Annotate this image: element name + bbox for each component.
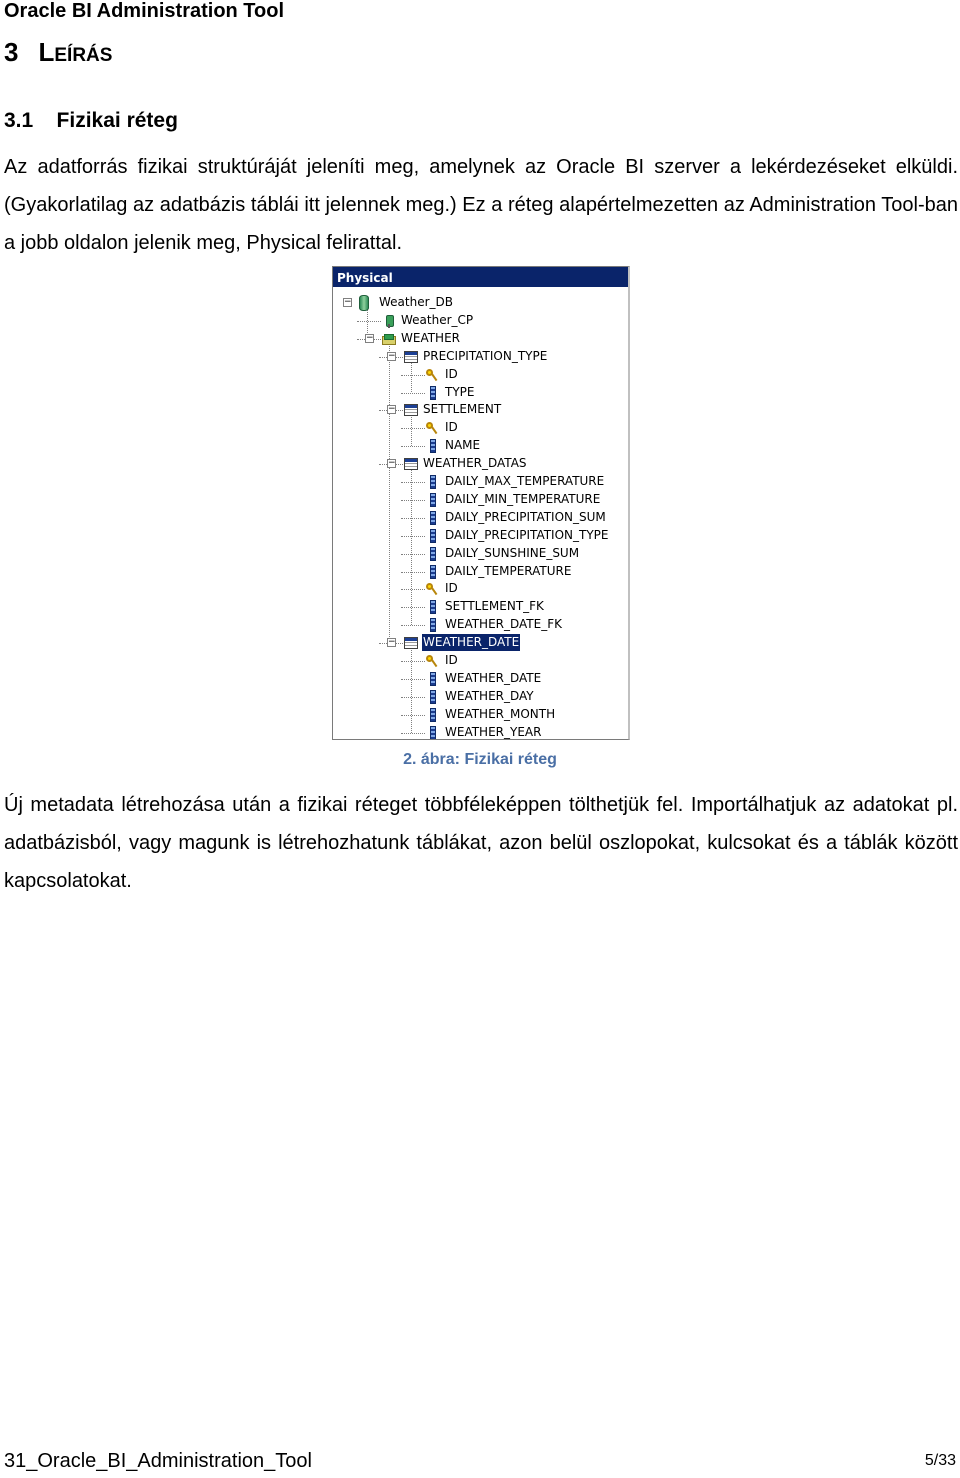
tree-node[interactable] — [333, 598, 628, 615]
tree-node[interactable] — [333, 563, 628, 580]
tree-node[interactable] — [333, 312, 628, 329]
section-title-initial: L — [38, 37, 55, 67]
tree-node[interactable] — [333, 652, 628, 669]
physical-panel-title: Physical — [333, 267, 628, 289]
tree-node[interactable] — [333, 366, 628, 383]
column-icon — [425, 546, 441, 562]
collapse-toggle-icon[interactable]: − — [388, 637, 396, 648]
tree-node-label: WEATHER_DATE — [445, 670, 542, 685]
column-icon — [425, 564, 441, 580]
footer-document-name: 31_Oracle_BI_Administration_Tool — [4, 1450, 312, 1472]
description-paragraph: Új metadata létrehozása után a fizikai réteget többféleképpen tölthetjük fel. Importálhatjuk az adatokat pl. adatbázisból, vagy magunk is létrehozhatunk táblákat, azon belül oszlopokat, kulcsokat és a táblák között kapcsolatokat. — [4, 794, 958, 892]
tree-node[interactable] — [333, 473, 628, 490]
tree-node-label: Weather_CP — [401, 312, 474, 327]
primary-key-icon — [425, 653, 441, 669]
column-icon — [425, 528, 441, 544]
column-icon — [425, 510, 441, 526]
column-icon — [425, 617, 441, 633]
tree-node-label: WEATHER_DAY — [445, 688, 534, 703]
column-icon — [425, 599, 441, 615]
app-title-header: Oracle BI Administration Tool — [4, 0, 285, 22]
tree-node[interactable] — [333, 616, 628, 633]
database-icon — [359, 295, 369, 311]
primary-key-icon — [425, 367, 441, 383]
tree-node-label: ID — [445, 653, 458, 667]
tree-node[interactable] — [333, 419, 628, 436]
tree-node-label: WEATHER_MONTH — [445, 706, 556, 721]
tree-node-label: DAILY_PRECIPITATION_SUM — [445, 509, 606, 524]
footer-page-number: 5/33 — [924, 1452, 956, 1469]
tree-node[interactable] — [333, 580, 628, 597]
tree-node-label: ID — [445, 420, 458, 435]
tree-node-label: DAILY_MIN_TEMPERATURE — [445, 491, 601, 506]
tree-node[interactable] — [333, 491, 628, 508]
column-icon — [425, 492, 441, 508]
section-heading — [4, 38, 112, 70]
table-icon — [403, 349, 419, 365]
column-icon — [425, 671, 441, 687]
physical-layer-tree[interactable] — [332, 266, 630, 740]
tree-node-label: SETTLEMENT_FK — [445, 599, 544, 614]
tree-node[interactable] — [333, 348, 628, 365]
tree-node-label: ID — [445, 581, 458, 596]
tree-node-label: WEATHER_DATE — [423, 635, 520, 650]
collapse-toggle-icon[interactable]: − — [388, 404, 396, 415]
table-icon — [403, 635, 419, 651]
tree-node[interactable] — [333, 670, 628, 687]
tree-node[interactable] — [333, 437, 628, 454]
primary-key-icon — [425, 420, 441, 436]
connection-pool-icon — [381, 313, 397, 329]
tree-node-label: Weather_DB — [379, 295, 453, 309]
column-icon — [425, 725, 441, 740]
tree-node[interactable] — [333, 455, 628, 472]
tree-node[interactable] — [333, 724, 628, 740]
tree-node-label: TYPE — [445, 384, 475, 399]
column-icon — [425, 438, 441, 454]
tree-node-label: DAILY_SUNSHINE_SUM — [445, 545, 580, 560]
tree-node[interactable] — [333, 706, 628, 723]
collapse-toggle-icon[interactable]: − — [344, 297, 352, 307]
figure-caption: 2. ábra: Fizikai réteg — [403, 751, 557, 768]
tree-node-label: ID — [445, 366, 458, 381]
tree-node-label: DAILY_PRECIPITATION_TYPE — [445, 527, 609, 542]
table-icon — [403, 456, 419, 472]
column-icon — [425, 474, 441, 490]
tree-node-label: DAILY_TEMPERATURE — [445, 563, 572, 578]
collapse-toggle-icon[interactable]: − — [388, 350, 396, 361]
tree-node-label: PRECIPITATION_TYPE — [423, 348, 548, 363]
section-title-rest: EÍRÁS — [54, 45, 113, 66]
tree-node[interactable] — [333, 509, 628, 526]
column-icon — [425, 689, 441, 705]
collapse-toggle-icon[interactable]: − — [388, 458, 396, 469]
intro-paragraph: Az adatforrás fizikai struktúráját jeleníti meg, amelynek az Oracle BI szerver a lekérdezéseket elküldi. (Gyakorlatilag az adatbázis táblái itt jelennek meg.) Ez a réteg alapértelmezetten az Administration Tool-ban a jobb oldalon jelenik meg, Physical felirattal. — [4, 156, 958, 254]
tree-node-label: WEATHER_YEAR — [445, 724, 542, 739]
tree-node[interactable] — [333, 384, 628, 401]
collapse-toggle-icon[interactable]: − — [366, 332, 374, 343]
subsection-number: 3.1 — [4, 109, 34, 132]
tree-node-label: SETTLEMENT — [423, 402, 502, 417]
tree-node-label: NAME — [445, 438, 481, 453]
primary-key-icon — [425, 581, 441, 597]
tree-node[interactable] — [333, 688, 628, 705]
tree-node[interactable] — [333, 401, 628, 418]
column-icon — [425, 385, 441, 401]
table-icon — [403, 402, 419, 418]
section-number: 3 — [4, 37, 19, 67]
tree-node-label: WEATHER_DATE_FK — [445, 617, 562, 632]
tree-node-label: WEATHER — [401, 330, 460, 345]
tree-node[interactable] — [333, 527, 628, 544]
subsection-title: Fizikai réteg — [56, 109, 178, 132]
tree-node[interactable] — [333, 294, 628, 311]
tree-node[interactable] — [333, 330, 628, 347]
schema-folder-icon — [381, 331, 397, 347]
tree-node-label: WEATHER_DATAS — [423, 456, 527, 471]
tree-node-label: DAILY_MAX_TEMPERATURE — [445, 474, 605, 488]
column-icon — [425, 707, 441, 723]
tree-node[interactable] — [333, 634, 628, 651]
tree-node[interactable] — [333, 545, 628, 562]
subsection-heading — [4, 108, 178, 134]
